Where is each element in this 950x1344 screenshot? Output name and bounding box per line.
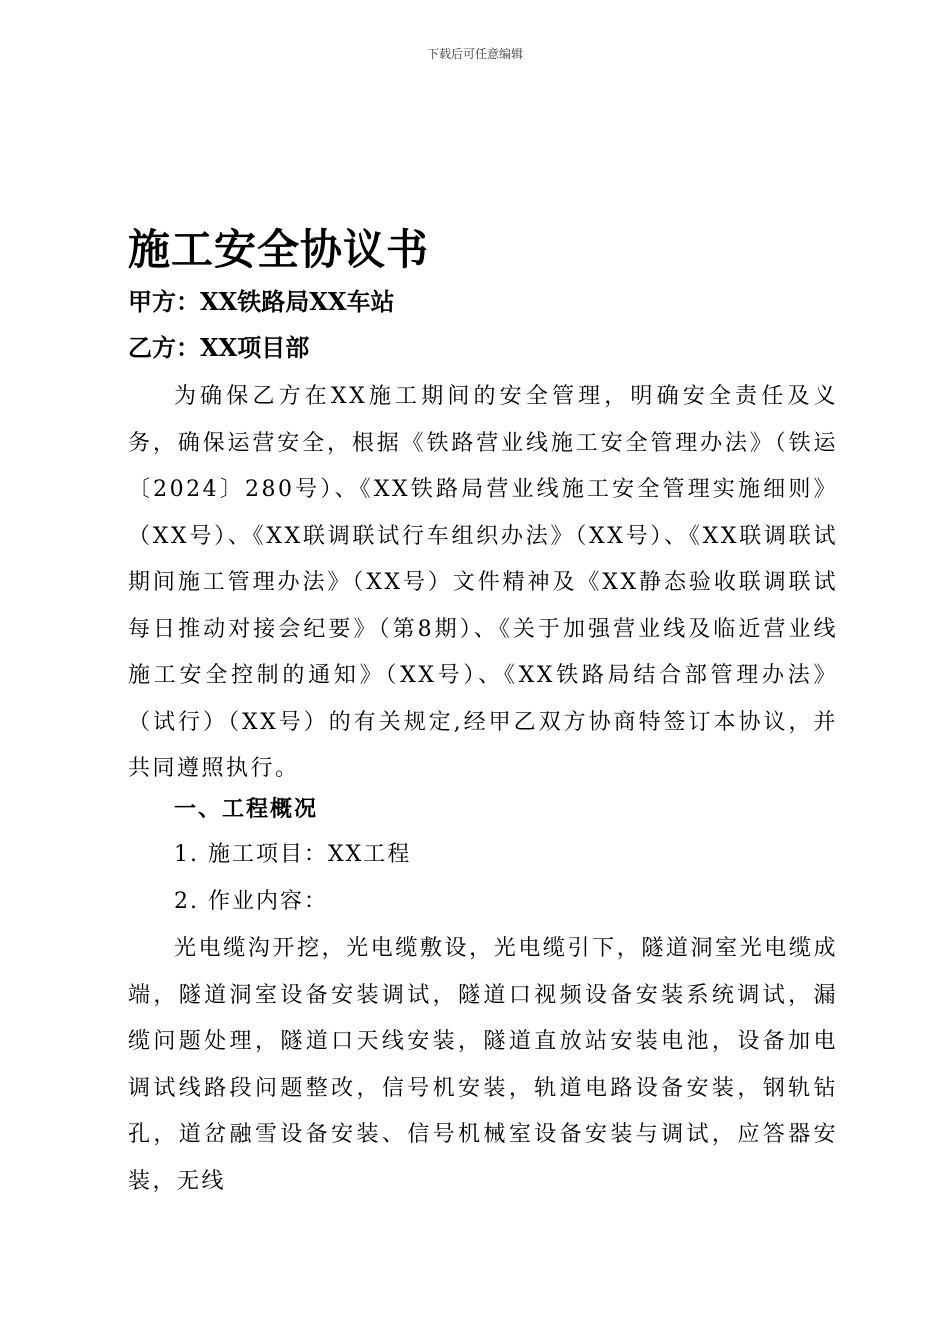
intro-paragraph: 为确保乙方在XX施工期间的安全管理，明确安全责任及义务，确保运营安全，根据《铁路营业线施工安全管理办法》（铁运〔2024〕280号）、《XX铁路局营业线施工安全管理实施细则》（XX号）、《XX联调联试行车组织办法》（XX号）、《XX联调联试期间施工管理办法》（XX号）文件精神及《XX静态验收联调联试每日推动对接会纪要》（第8期）、《关于加强营业线及临近营业线施工安全控制的通知》（XX号）、《XX铁路局结合部管理办法》（试行）（XX号）的有关规定,经甲乙双方协商特签订本协议，并共同遵照执行。 [128, 384, 838, 781]
list-item-work-content: 2. 作业内容： [174, 889, 328, 914]
party-b: 乙方：XX项目部 [128, 333, 310, 362]
page-header-note: 下载后可任意编辑 [426, 47, 523, 61]
party-a: 甲方：XX铁路局XX车站 [128, 287, 395, 316]
document-title: 施工安全协议书 [128, 225, 430, 274]
list-item-project: 1. 施工项目：XX工程 [174, 842, 412, 867]
work-content-paragraph: 光电缆沟开挖，光电缆敷设，光电缆引下，隧道洞室光电缆成端，隧道洞室设备安装调试，隧道口视频设备安装系统调试，漏缆问题处理，隧道口天线安装，隧道直放站安装电池，设备加电调试线路段问题整改，信号机安装，轨道电路设备安装，钢轨钻孔，道岔融雪设备安装、信号机械室设备安装与调试，应答器安装，无线 [128, 936, 838, 1194]
section-heading-project-overview: 一、工程概况 [174, 796, 319, 822]
